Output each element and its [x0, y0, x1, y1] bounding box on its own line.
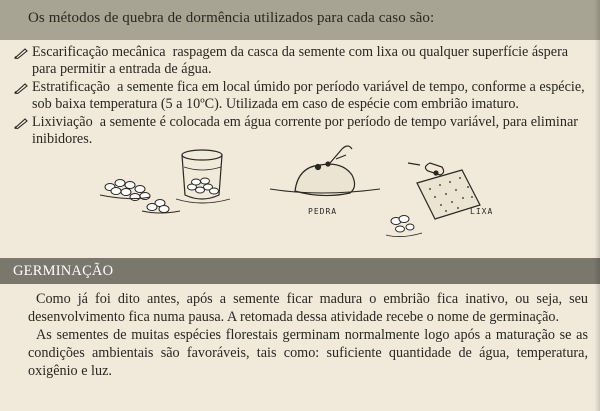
- pencil-icon: [14, 47, 29, 59]
- method-name: Estratificação: [32, 78, 110, 95]
- method-description: a semente fica em local úmido por período variável de tempo, conforme a espécie, sob baixa temperatura (5 a 10ºC). Utilizada em caso de espécie com embrião imaturo.: [32, 78, 585, 113]
- sandpaper-label: LIXA: [470, 207, 494, 216]
- section-banner: [0, 258, 600, 284]
- dormancy-illustration: [90, 145, 510, 245]
- stone-rubbing-icon: [270, 146, 380, 196]
- paragraph: As sementes de muitas espécies florestais germinam normalmente logo após a maturação se as condições ambientais são favoráveis, tais como: suficiente quantidade de água, temperatura, oxigênio e luz.: [28, 327, 588, 379]
- method-description: raspagem da casca da semente com lixa ou qualquer superfície áspera para permitir a entrada de água.: [32, 44, 569, 78]
- section-heading: GERMINAÇÃO: [13, 263, 114, 279]
- intro-title: Os métodos de quebra de dormência utilizados para cada caso são:: [28, 10, 435, 26]
- method-item-estratificacao: [14, 79, 592, 114]
- pencil-icon: [14, 82, 29, 94]
- seeds-pile-icon: [105, 180, 169, 213]
- method-name: Escarificação mecânica: [32, 44, 166, 60]
- page-edge-shadow: [594, 0, 600, 411]
- method-item-escarificacao: [14, 44, 592, 79]
- section-body: [28, 290, 588, 380]
- method-item-lixiviacao: [14, 114, 592, 149]
- method-name: Lixiviação: [32, 113, 93, 130]
- method-description: a semente é colocada em água corrente por período de tempo variável, para eliminar inibidores.: [32, 113, 578, 148]
- paragraph: Como já foi dito antes, após a semente ficar madura o embrião fica inativo, ou seja, seu desenvolvimento fica numa pausa. A retomada dessa atividade recebe o nome de germinação.: [28, 291, 588, 325]
- methods-list: [14, 44, 592, 148]
- pencil-icon: [14, 117, 29, 129]
- stone-label: PEDRA: [308, 207, 338, 216]
- water-glass-icon: [176, 150, 230, 203]
- top-banner: [0, 0, 600, 40]
